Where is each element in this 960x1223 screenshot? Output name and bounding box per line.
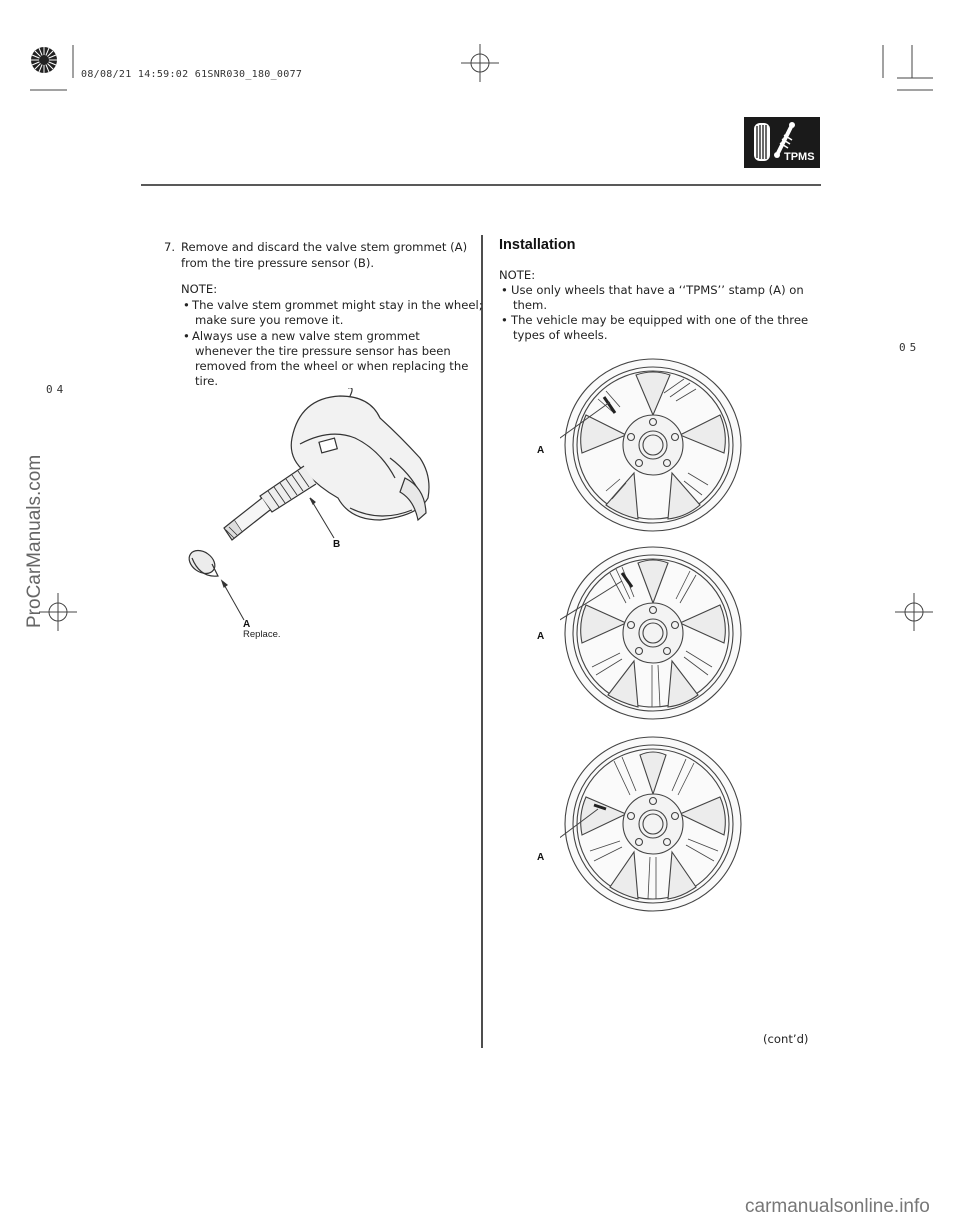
wheel-1-label-a: A [537, 445, 545, 456]
step-note-2-line-4: tire. [195, 374, 219, 388]
wheel-2-label-a: A [537, 631, 545, 642]
step-number: 7. [164, 240, 176, 254]
step-note-1-line-1: The valve stem grommet might stay in the wheel; [192, 298, 483, 312]
bullet: • [501, 313, 508, 327]
installation-note-1-line-2: them. [513, 298, 548, 312]
footer-watermark: carmanualsonline.info [745, 1196, 930, 1217]
section-title: Installation [499, 237, 576, 253]
side-watermark: ProCarManuals.com [24, 454, 45, 628]
tpms-logo-label: TPMS [784, 151, 815, 163]
step-note-label: NOTE: [181, 282, 218, 296]
step-note-2-line-3: removed from the wheel or when replacing the [195, 359, 469, 373]
tpms-logo [744, 117, 820, 168]
step-line-2: from the tire pressure sensor (B). [181, 256, 375, 270]
wheel-type-2-figure [560, 543, 746, 723]
step-note-1-line-2: make sure you remove it. [195, 313, 344, 327]
installation-note-label: NOTE: [499, 268, 536, 282]
step-note-2-line-2: whenever the tire pressure sensor has been [195, 344, 451, 358]
label-a: A [243, 619, 251, 630]
page-code-right: 05 [899, 341, 921, 354]
installation-note-2-line-2: types of wheels. [513, 328, 608, 342]
registration-target-icon [31, 47, 57, 73]
step-note-2-line-1: Always use a new valve stem grommet [192, 329, 420, 343]
continued-label: (cont’d) [763, 1032, 809, 1046]
tire-pressure-sensor-figure [180, 388, 440, 638]
installation-note-2-line-1: The vehicle may be equipped with one of the three [511, 313, 809, 327]
label-b: B [333, 539, 341, 550]
bullet: • [501, 283, 508, 297]
bullet: • [183, 298, 190, 312]
wheel-type-3-figure [560, 733, 746, 915]
bullet: • [183, 329, 190, 343]
installation-note-1-line-1: Use only wheels that have a ‘‘TPMS’’ stamp (A) on [511, 283, 804, 297]
step-line-1: Remove and discard the valve stem grommet (A) [181, 240, 468, 254]
print-stamp: 08/08/21 14:59:02 61SNR030_180_0077 [81, 69, 303, 80]
page-code-left: 04 [46, 383, 68, 396]
wheel-3-label-a: A [537, 852, 545, 863]
wheel-type-1-figure [560, 355, 746, 535]
caption-replace: Replace. [243, 629, 281, 640]
